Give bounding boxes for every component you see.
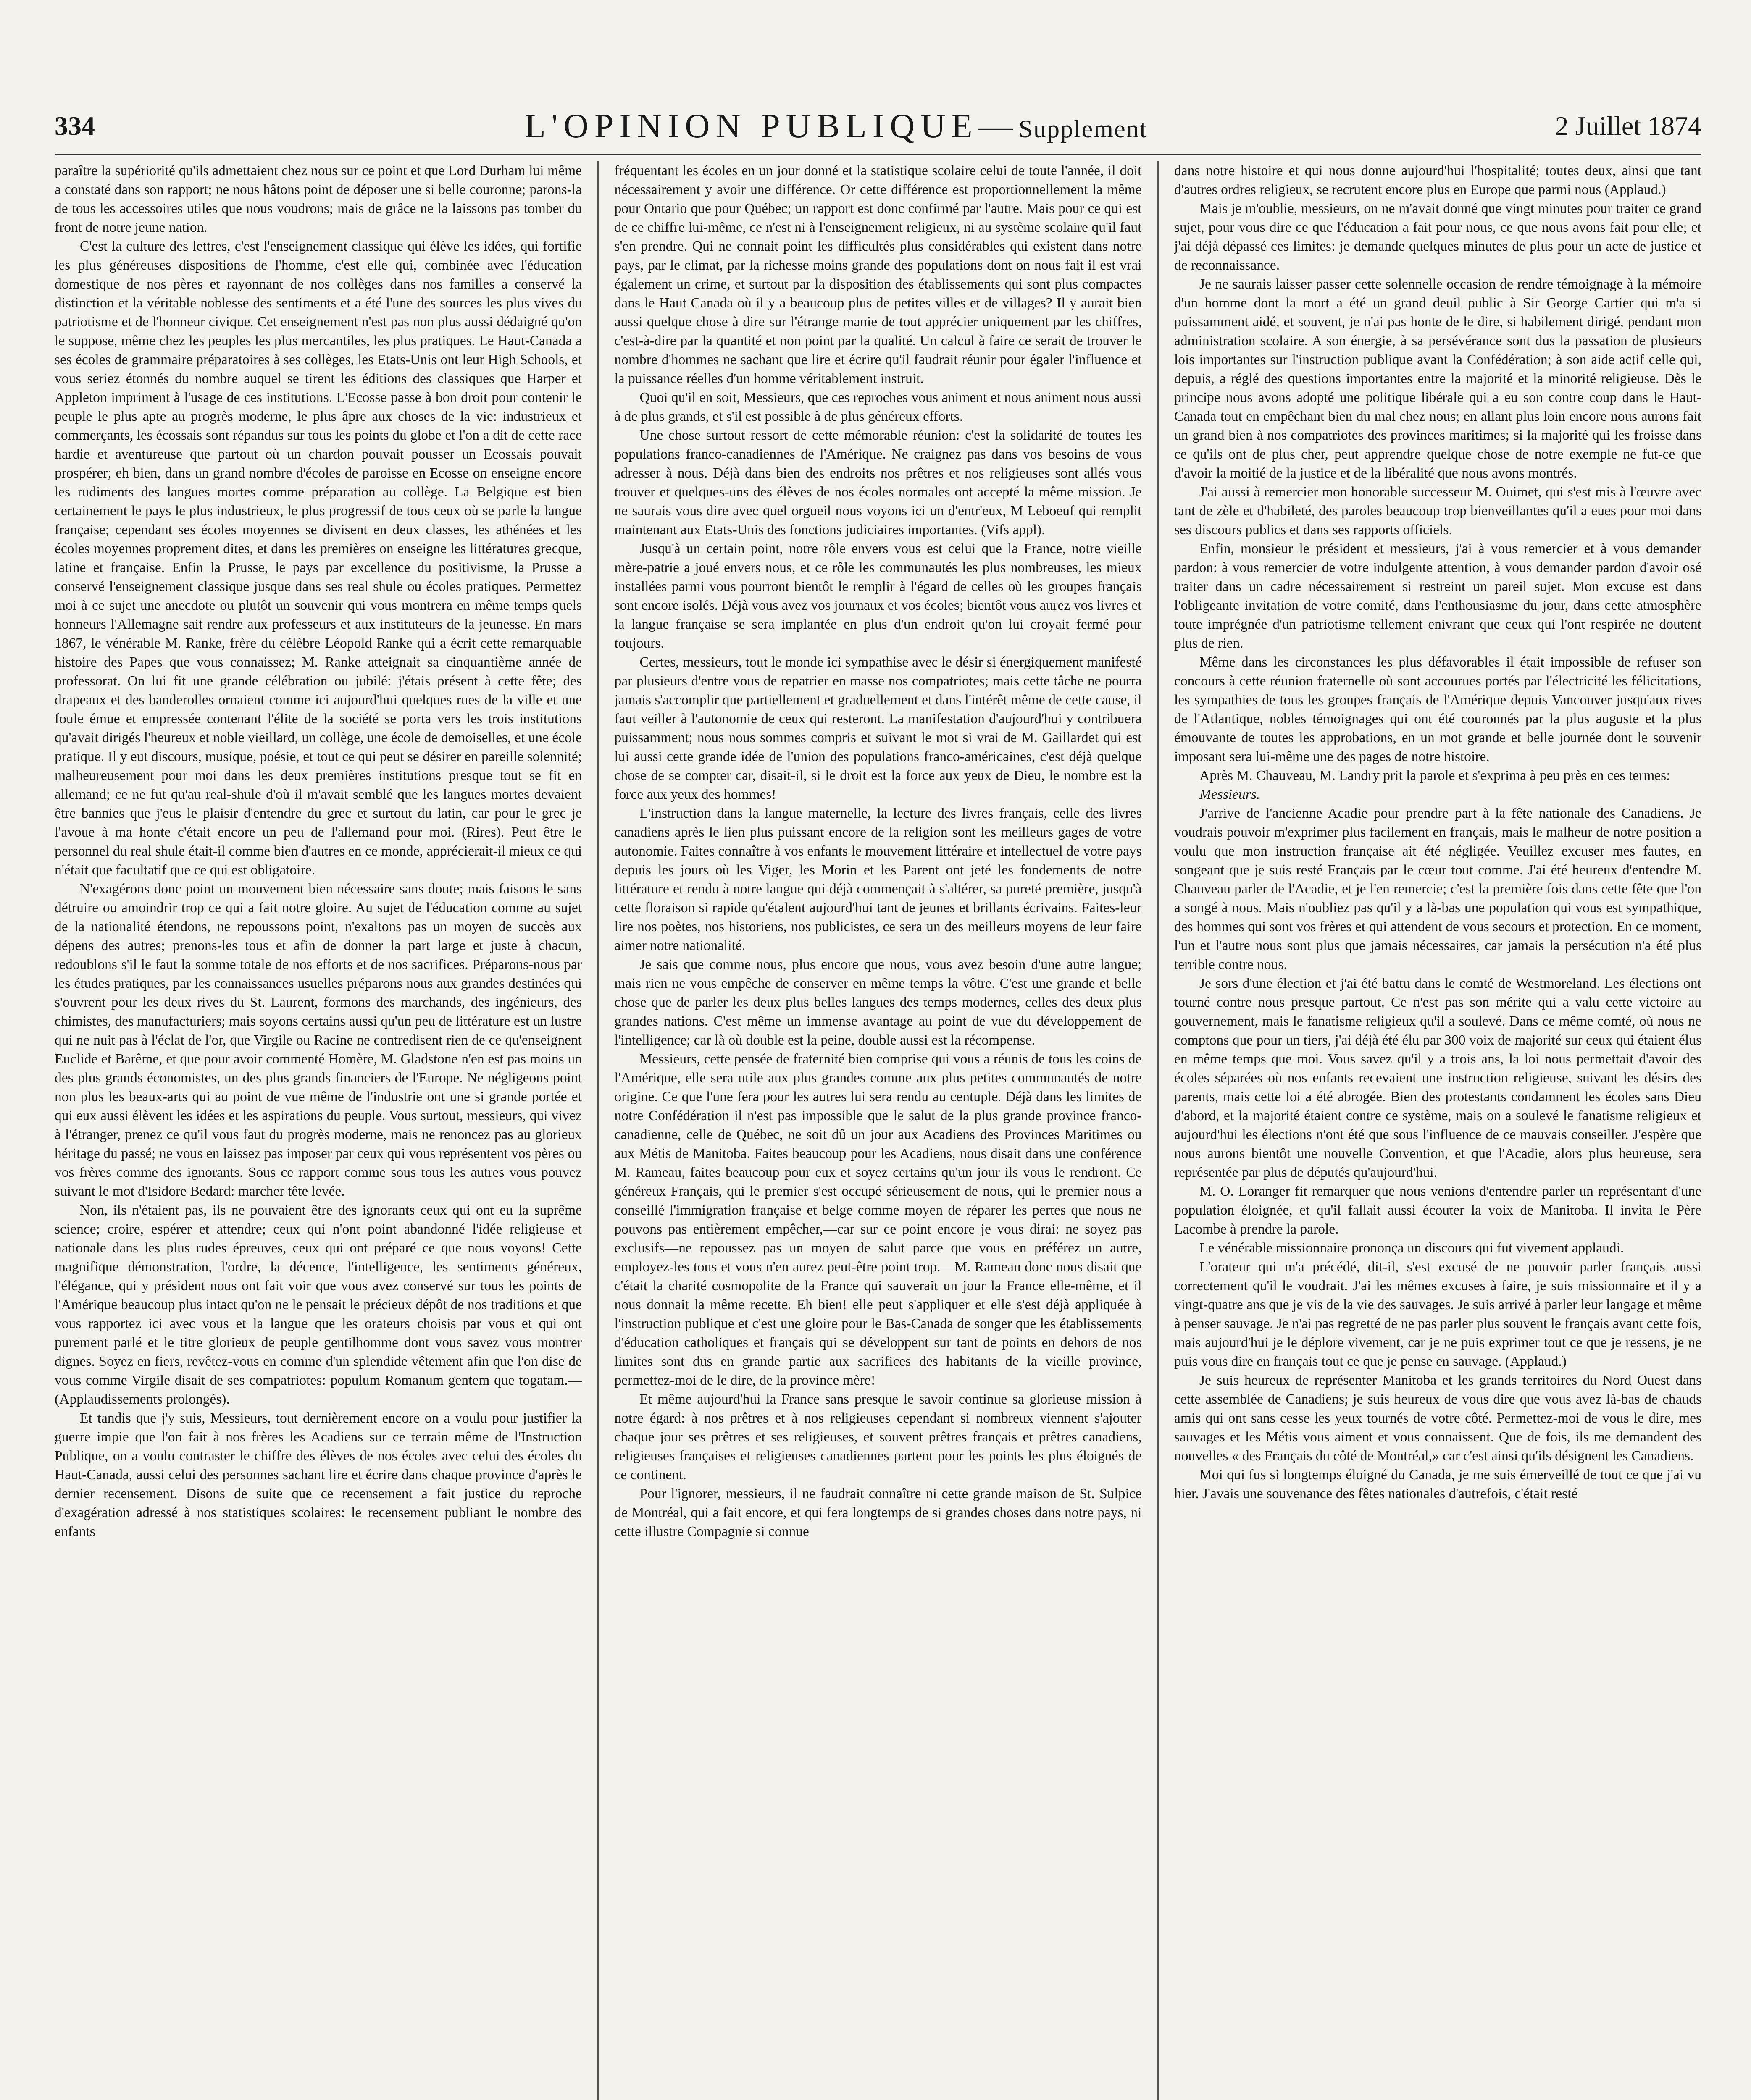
- paragraph: Moi qui fus si longtemps éloigné du Canada, je me suis émerveillé de tout ce que j'ai vu hier. J'avais une souvenance des fêtes nationales d'autrefois, c'était resté: [1174, 1467, 1701, 1502]
- paragraph: Après M. Chauveau, M. Landry prit la parole et s'exprima à peu près en ces termes:: [1199, 768, 1670, 783]
- paragraph: Certes, messieurs, tout le monde ici sympathise avec le désir si énergiquement manifesté par plusieurs d'entre vous de repatrier en masse nos compatriotes; mais cette tâche ne pourra jamais s'accomplir que partiellement et graduellement et dans l'intérêt même de cette cause, il faut veiller à l'autonomie de ceux qui resteront. La manifestation d'aujourd'hui y contribuera puissamment; nous nous sommes compris et suivant le mot si vrai de M. Gaillardet qui est lui aussi cette grande idée de l'union des populations franco-américaines, c'est déjà quelque chose de se compter car, disait-il, si le droit est la force aux yeux de Dieu, le nombre est la force aux yeux des hommes!: [614, 654, 1142, 802]
- page-header: [55, 101, 1701, 151]
- paragraph: Et même aujourd'hui la France sans presque le savoir continue sa glorieuse mission à notre égard: à nos prêtres et à nos religieuses cependant si nombreux viennent s'ajouter chaque jour ses prêtres et ses religieuses, et souvent prêtres français et prêtres canadiens, religieuses françaises et religieuses canadiennes partent pour les points les plus éloignés de ce continent.: [614, 1391, 1142, 1483]
- paragraph: L'instruction dans la langue maternelle, la lecture des livres français, celle des livres canadiens après le lien plus puissant encore de la religion sont les meilleurs gages de votre autonomie. Faites connaître à vos enfants le mouvement littéraire et intellectuel de votre pays depuis les jours où les Viger, les Morin et les Parent ont jeté les fondements de notre littérature et rendu à notre langue qui déjà commençait à s'altérer, sa pureté première, jusqu'à cette floraison si rapide qu'étalent aujourd'hui tant de jeunes et brillants écrivains. Faites-leur lire nos poètes, nos historiens, nos publicistes, ce sera un des meilleurs moyens de leur faire aimer notre nationalité.: [614, 806, 1142, 953]
- paragraph: Enfin, monsieur le président et messieurs, j'ai à vous remercier et à vous demander pardon: à vous remercier de votre indulgente attention, à vous demander pardon d'avoir osé traiter dans un cadre nécessairement si restreint un pareil sujet. Mon excuse est dans l'obligeante invitation de votre comité, dans l'enthousiasme du jour, dans cette atmosphère toute imprégnée d'un patriotisme tellement enivrant que ceux qui l'ont respirée ne doutent plus de rien.: [1174, 541, 1701, 651]
- paragraph: Je ne saurais laisser passer cette solennelle occasion de rendre témoignage à la mémoire d'un homme dont la mort a été un grand deuil public à Sir George Cartier qui m'a si puissamment aidé, et souvent, je n'ai pas honte de le dire, si habilement dirigé, pendant mon administration scolaire. A son énergie, à sa persévérance sont dus la passation de plusieurs lois importantes sur l'instruction publique avant la Confédération; à son aide actif celle qui, depuis, a réglé des questions importantes entre la majorité et la minorité religieuse. Dès le principe nous avons adopté une politique libérale qui a eu son contre coup dans le Haut-Canada tout en empêchant bien du mal chez nous; en allant plus loin encore nous aurons fait un grand bien à nos compatriotes des provinces maritimes; si la majorité qui les froisse dans ce qu'ils ont de plus cher, peut apprendre quelque chose de notre exemple ne fut-ce que d'avoir la moitié de la justice et de la libéralité que nous avons montrés.: [1174, 276, 1701, 481]
- paragraph: fréquentant les écoles en un jour donné et la statistique scolaire celui de toute l'année, il doit nécessairement y avoir une différence. Or cette différence est proportionnellement la même pour Ontario que pour Québec; un rapport est donc confirmé par l'autre. Mais pour ce qui est de ce chiffre lui-même, ce n'est ni à l'enseignement religieux, ni au système scolaire qu'il faut s'en prendre. Qui ne connait point les difficultés plus considérables qui existent dans notre pays, par le climat, par la richesse moins grande des populations dont on nous fait il est vrai également un crime, et surtout par la disposition des établissements qui sont plus compactes dans le Haut Canada où il y a beaucoup plus de petites villes et de villages? Il y aurait bien aussi quelque chose à dire sur l'étrange manie de tout apprécier uniquement par les chiffres, c'est-à-dire par la quantité et non point par la qualité. Un calcul à faire ce serait de trouver le nombre d'hommes ne sachant que lire et écrire qu'il faudrait réunir pour égaler l'influence et la puissance réelles d'un homme véritablement instruit.: [614, 163, 1142, 386]
- paragraph: J'ai aussi à remercier mon honorable successeur M. Ouimet, qui s'est mis à l'œuvre avec tant de zèle et d'habileté, des paroles beaucoup trop bienveillantes qu'il a eues pour moi dans ses discours publics et dans ses rapports officiels.: [1174, 484, 1701, 538]
- paragraph: Quoi qu'il en soit, Messieurs, que ces reproches vous animent et nous animent nous aussi à de plus grands, et s'il est possible à de plus généreux efforts.: [614, 390, 1142, 424]
- paragraph: dans notre histoire et qui nous donne aujourd'hui l'hospitalité; toutes deux, ainsi que tant d'autres ordres religieux, se recrutent encore plus en Europe que parmi nous (Applaud.): [1174, 163, 1701, 197]
- page-number: 334: [55, 111, 95, 141]
- column-2: [615, 161, 1142, 2100]
- paragraph: Je suis heureux de représenter Manitoba et les grands territoires du Nord Ouest dans cette assemblée de Canadiens; je suis heureux de vous dire que vous avez là-bas de chauds amis qui ont sans cesse les yeux tournés de votre côté. Permettez-moi de vous le dire, mes sauvages et les Métis vous aiment et vous connaissent. Que de fois, ils me demandent des nouvelles « des Français du côté de Montréal,» car c'est ainsi qu'ils désignent les Canadiens.: [1174, 1373, 1701, 1464]
- masthead-title: L'OPINION PUBLIQUE—: [524, 107, 1019, 145]
- paragraph: N'exagérons donc point un mouvement bien nécessaire sans doute; mais faisons le sans détruire ou amoindrir trop ce qui a fait notre gloire. Au sujet de l'éducation comme au sujet de la nationalité étendons, ne repoussons point, n'exaltons pas un moyen de succès aux dépens des autres; prenons-les tous et afin de donner la part large et juste à chacun, redoublons s'il le faut la somme totale de nos efforts et de nos sacrifices. Préparons-nous par les études pratiques, par les connaissances usuelles préparons nous aux grandes destinées qui s'ouvrent pour les deux rives du St. Laurent, formons des marchands, des ingénieurs, des chimistes, des manufacturiers; mais soyons certains aussi qu'un peu de littérature est un lustre qui ne nuit pas à l'éclat de l'or, que Virgile ou Racine ne contredisent rien de ce qu'enseignent Euclide et Barême, et que pour avoir commenté Homère, M. Gladstone n'en est pas moins un des plus grands économistes, un des plus grands financiers de l'Europe. Ne négligeons point non plus les beaux-arts qui au point de vue même de l'industrie ont une si grande portée et qui eux aussi élèvent les idées et les aspirations du peuple. Vous surtout, messieurs, qui vivez à l'étranger, prenez ce qu'il vous faut du progrès moderne, mais ne renoncez pas au glorieux héritage du passé; ne vous en laissez pas imposer par ceux qui vous représentent vos pères ou vos frères comme des ignorants. Sous ce rapport comme sous tous les autres vous pouvez suivant le mot d'Isidore Bedard: marcher tête levée.: [55, 881, 582, 1199]
- paragraph: Même dans les circonstances les plus défavorables il était impossible de refuser son concours à cette réunion fraternelle où sont accourues portés par l'électricité les félicitations, les sympathies de tous les groupes français de l'Amérique depuis Vancouver jusqu'aux rives de l'Atlantique, nobles témoignages qui ont été couronnés par la plus auguste et la plus émouvante de toutes les approbations, en un mot grande et belle journée dont le souvenir imposant sera lui-même une des pages de notre histoire.: [1174, 654, 1701, 764]
- issue-date: 2 Juillet 1874: [1555, 111, 1701, 141]
- paragraph: Messieurs, cette pensée de fraternité bien comprise qui vous a réunis de tous les coins de l'Amérique, elle sera utile aux plus grandes comme aux plus petites communautés de notre origine. Ce que l'une fera pour les autres lui sera rendu au centuple. Déjà dans les limites de notre Confédération il n'est pas impossible que le salut de la plus grande province franco-canadienne, celle de Québec, ne soit dû un jour aux Acadiens des Provinces Maritimes ou aux Métis de Manitoba. Faites beaucoup pour les Acadiens, nous disait dans une conférence M. Rameau, faites beaucoup pour eux et soyez certains qu'un jour ils vous le rendront. Ce généreux Français, qui le premier s'est occupé sérieusement de nous, qui le premier nous a conseillé l'immigration française et belge comme moyen de réparer les pertes que nous ne pouvons pas entièrement empêcher,—car sur ce point encore je vous dirai: ne soyez pas exclusifs—ne repoussez pas un moyen de salut parce que vous en préférez un autre, employez-les tous et vous n'en aurez peut-être point trop.—M. Rameau donc nous disait que c'était la charité cosmopolite de la France qui sauverait un jour la France elle-même, et il nous donnait la même recette. Eh bien! elle peut s'appliquer et elle s'est déjà appliquée à l'instruction publique et c'est une gloire pour le Bas-Canada de songer que les établissements d'éducation catholiques et français qui se développent sur tant de points en dehors de nos limites sont dus en grande partie aux sacrifices des habitants de la vieille province, permettez-moi de le dire, de la province mère!: [614, 1051, 1142, 1388]
- paragraph: J'arrive de l'ancienne Acadie pour prendre part à la fête nationale des Canadiens. Je voudrais pouvoir m'exprimer plus facilement en français, mais le malheur de notre position a voulu que mon instruction française ait été négligée. Veuillez excuser mes fautes, en songeant que je suis resté Français par le cœur tout comme. J'ai été heureux d'entendre M. Chauveau parler de l'Acadie, et je l'en remercie; c'est la première fois dans cette fête que l'on a songé à nous. Mais n'oubliez pas qu'il y a là-bas une population qui vous est sympathique, des hommes qui sont vos frères et qui attendent de vous secours et protection. En ce moment, l'un et l'autre nous sont plus que jamais nécessaires, car jamais la persécution n'a été plus terrible contre nous.: [1174, 806, 1701, 972]
- paragraph: Une chose surtout ressort de cette mémorable réunion: c'est la solidarité de toutes les populations franco-canadiennes de l'Amérique. Ne craignez pas dans vos besoins de vous adresser à nous. Déjà dans bien des endroits nos prêtres et nos religieuses sont allés vous trouver et quelques-uns des élèves de nos écoles normales ont accepté la même mission. Je ne saurais vous dire avec quel orgueil nous voyons ici un d'entr'eux, M Leboeuf qui remplit maintenant aux Etats-Unis des fonctions judiciaires importantes. (Vifs appl).: [614, 428, 1142, 538]
- paragraph: C'est la culture des lettres, c'est l'enseignement classique qui élève les idées, qui fortifie les plus généreuses dispositions de l'homme, c'est elle qui, combinée avec l'éducation domestique de nos pères et rayonnant de nos collèges dans nos familles a conservé la distinction et la véritable noblesse des sentiments et a été l'une des sources les plus vives du patriotisme et de l'honneur civique. Cet enseignement n'est pas non plus aussi dédaigné qu'on le suppose, même chez les peuples les plus mercantiles, les plus pratiques. Le Haut-Canada a ses écoles de grammaire préparatoires à ses collèges, les Etats-Unis ont leur High Schools, et vous seriez étonnés du nombre auquel se tirent les éditions des classiques que Harper et Appleton impriment à l'usage de ces institutions. L'Ecosse passe à bon droit pour contenir le peuple le plus apte au progrès moderne, le plus âpre aux choses de la vie: industrieux et commerçants, les écossais sont répandus sur tous les points du globe et l'on a dit de cette race hardie et aventureuse que partout où un chardon pouvait pousser un Ecossais pouvait prospérer; eh bien, dans un grand nombre d'écoles de paroisse en Ecosse on enseigne encore les rudiments des langues mortes comme préparation au collège. La Belgique est bien certainement le pays le plus industrieux, le plus progressif de tous ceux où se parle la langue française; cependant ses écoles moyennes se divisent en deux classes, les athénées et les écoles moyennes proprement dites, et dans les premières on enseigne les littératures grecque, latine et française. Enfin la Prusse, le pays par excellence du positivisme, la Prusse a conservé l'enseignement classique jusque dans ses real shule ou écoles pratiques. Permettez moi à ce sujet une anecdote ou plutôt un souvenir qui vous montrera en même temps quels honneurs l'Allemagne sait rendre aux professeurs et aux instituteurs de la jeunesse. En mars 1867, le vénérable M. Ranke, frère du célèbre Léopold Ranke qui a écrit cette remarquable histoire des Papes que vous connaissez; M. Ranke atteignait sa cinquantième année de professorat. On lui fit une grande célébration ou jubilé: j'étais présent à cette fête; des drapeaux et des banderolles ornaient comme ici aujourd'hui quelques rues de la ville et une foule émue et empressée contenant l'élite de la société se porta vers les trois institutions qu'avait dirigés l'heureux et noble vieillard, un collège, une école de demoiselles, et une école pratique. Il y eut discours, musique, poésie, et tout ce qui peut se désirer en pareille solennité; malheureusement pour moi dans les deux premières institutions presque tout se fit en allemand; ce ne fut qu'au real-shule d'où il m'avait semblé que les langues mortes devaient être bannies que j'eus le plaisir d'entendre du grec et surtout du latin, car pour le grec je l'avoue à ma honte c'était encore un peu de l'allemand pour moi. (Rires). Peut être le personnel du real shule était-il comme bien d'autres en ce monde, apprécierait-il mieux ce qui n'était que facultatif que ce qui est obligatoire.: [55, 239, 582, 878]
- paragraph: Pour l'ignorer, messieurs, il ne faudrait connaître ni cette grande maison de St. Sulpice de Montréal, qui a fait encore, et qui fera longtemps de si grandes choses dans notre pays, ni cette illustre Compagnie si connue: [614, 1486, 1142, 1539]
- paragraph: paraître la supériorité qu'ils admettaient chez nous sur ce point et que Lord Durham lui même a constaté dans son rapport; ne nous hâtons point de déposer une si belle couronne; parons-la de tous les accessoires utiles que nous voudrons; mais de grâce ne la laissons pas tomber du front de notre jeune nation.: [55, 163, 582, 235]
- paragraph: Non, ils n'étaient pas, ils ne pouvaient être des ignorants ceux qui ont eu la suprême science; croire, espérer et attendre; ceux qui n'ont point abandonné l'idée religieuse et nationale dans les plus rudes épreuves, ceux qui ont préparé ce que nous voyons! Cette magnifique démonstration, l'ordre, la décence, l'intelligence, les sentiments généreux, l'élégance, qui y président nous ont fait voir que vous avez conservé sur tous les points de l'Amérique beaucoup plus intact qu'on ne le pensait le précieux dépôt de nos traditions et que vous rapportez ici avec vous et la langue que les orateurs choisis par vous et qui ont purement parlé et le titre glorieux de peuple gentilhomme dont vous savez vous montrer dignes. Soyez en fiers, revêtez-vous en comme d'un splendide vêtement afin que l'on dise de vous comme Virgile disait de ses compatriotes: populum Romanum gentem que togatam.—(Applaudissements prolongés).: [55, 1202, 582, 1407]
- paragraph: M. O. Loranger fit remarquer que nous venions d'entendre parler un représentant d'une population éloignée, et qu'il fallait aussi écouter la voix de Manitoba. Il invita le Père Lacombe à prendre la parole.: [1174, 1184, 1701, 1237]
- column-1: [55, 161, 582, 2100]
- paragraph: Mais je m'oublie, messieurs, on ne m'avait donné que vingt minutes pour traiter ce grand sujet, pour vous dire ce que l'éducation a fait pour nous, ce que nous avons fait pour elle; et j'ai déjà dépassé ces limites: je demande quelques minutes de plus pour un acte de justice et de reconnaissance.: [1174, 201, 1701, 273]
- paragraph: Je sors d'une élection et j'ai été battu dans le comté de Westmoreland. Les élections ont tourné contre nous presque partout. Ce n'est pas son mérite qui a valu cette victoire au gouvernement, mais le fanatisme religieux qu'il a soulevé. Dans ce même comté, où nous ne comptons que pour un tiers, j'ai déjà été élu par 300 voix de majorité sur ceux qui étaient élus en même temps que moi. Vous savez qu'il y a trois ans, la loi nous permettait d'avoir des écoles séparées où nos enfants recevaient une instruction religieuse, suivant les désirs des parents, mais cette loi a été abrogée. Bien des protestants condamnent les écoles sans Dieu d'abord, et la majorité étaient contre ce système, mais on a soulevé le fanatisme religieux et aujourd'hui les élections n'ont été que sous l'influence de ce mauvais conseiller. J'espère que nous aurons bientôt une nouvelle Convention, et que l'Acadie, alors plus heureuse, sera représentée par plus de députés qu'aujourd'hui.: [1174, 976, 1701, 1180]
- paragraph: Et tandis que j'y suis, Messieurs, tout dernièrement encore on a voulu pour justifier la guerre impie que l'on fait à nos frères les Acadiens sur ce terrain même de l'Instruction Publique, on a voulu contraster le chiffre des élèves de nos écoles avec celui des écoles du Haut-Canada, aussi celui des personnes sachant lire et écrire dans chaque province d'après le dernier recensement. Disons de suite que ce recensement a fait justice du reproche d'exagération adressé à nos statistiques scolaires: le recensement publiant le nombre des enfants: [55, 1410, 582, 1539]
- column-divider: [1157, 161, 1159, 2100]
- article-columns: [55, 161, 1701, 2100]
- masthead: [525, 106, 1148, 146]
- masthead-supplement: Supplement: [1018, 115, 1148, 143]
- column-3: [1174, 161, 1701, 2100]
- paragraph: Je sais que comme nous, plus encore que nous, vous avez besoin d'une autre langue; mais rien ne vous empêche de conserver en même temps la vôtre. C'est une grande et belle chose que de parler les deux plus belles langues des temps modernes, celles des deux plus grandes nations. C'est même un immense avantage au point de vue du développement de l'intelligence; car là où double est la peine, double aussi est la récompense.: [614, 957, 1142, 1048]
- paragraph: L'orateur qui m'a précédé, dit-il, s'est excusé de ne pouvoir parler français aussi correctement qu'il le voudrait. J'ai les mêmes excuses à faire, je suis missionnaire et il y a vingt-quatre ans que je vis de la vie des sauvages. Je suis arrivé à parler leur langage et même à penser sauvage. Je n'ai pas regretté de ne pas parler plus souvent le français avant cette fois, mais aujourd'hui je le déplore vivement, car je ne puis exprimer tout ce que je ressens, je ne puis vous dire en français tout ce que je pense en sauvage. (Applaud.): [1174, 1259, 1701, 1369]
- paragraph: Le vénérable missionnaire prononça un discours qui fut vivement applaudi.: [1199, 1240, 1624, 1256]
- paragraph: Messieurs.: [1199, 787, 1260, 802]
- paragraph: Jusqu'à un certain point, notre rôle envers vous est celui que la France, notre vieille mère-patrie a joué envers nous, et ce rôle les communautés les plus nombreuses, les mieux installées parmi vous pourront bientôt le remplir à l'égard de celles où les groupes français sont encore isolés. Déjà vous avez vos journaux et vos écoles; bientôt vous aurez vos livres et la langue française se sera implantée en plus d'un endroit qu'on lui croyait fermé pour toujours.: [614, 541, 1142, 651]
- header-rule: [55, 154, 1701, 155]
- column-divider: [597, 161, 599, 2100]
